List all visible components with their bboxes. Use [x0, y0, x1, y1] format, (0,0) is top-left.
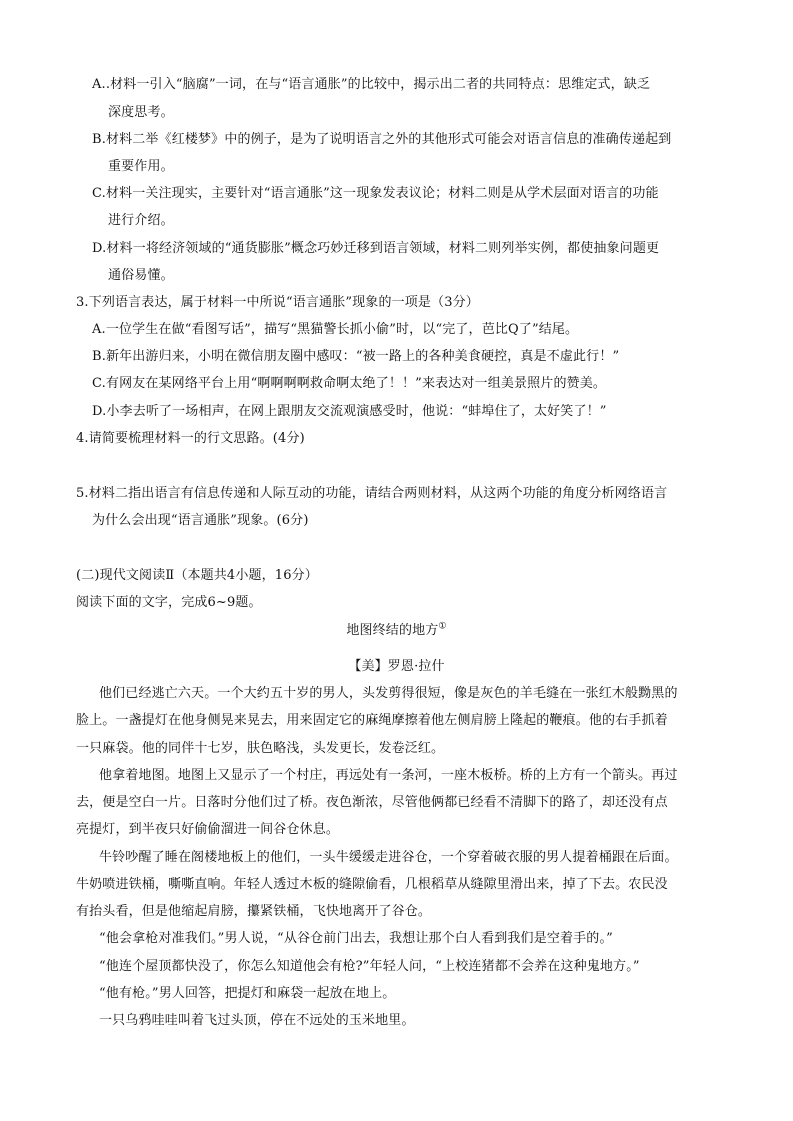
q2-option-a-line-2: 深度思考。 — [108, 105, 174, 120]
q5-line-2: 为什么会出现“语言通胀”现象。(6分) — [92, 513, 309, 528]
q3-stem: 3.下列语言表达，属于材料一中所说“语言通胀”现象的一项是（3分） — [76, 295, 479, 310]
q5-line-1: 5.材料二指出语言有信息传递和人际互动的功能，请结合两则材料，从这两个功能的角度分析网络语言 — [76, 486, 668, 501]
q2-option-d-line-1: D.材料一将经济领域的“通货膨胀”概念巧妙迁移到语言领域，材料二则列举实例，都使抽象问题更 — [92, 241, 660, 256]
p6-line-1: “他有枪。”男人回答，把提灯和麻袋一起放在地上。 — [99, 986, 396, 1001]
p3-line-2: 牛奶喷进铁桶，嘶嘶直响。年轻人透过木板的缝隙偷看，几根稻草从缝隙里滑出来，掉了下去。农民没 — [76, 877, 668, 892]
q3-option-c: C.有网友在某网络平台上用“啊啊啊啊救命啊太绝了！！”来表达对一组美景照片的赞美。 — [92, 376, 607, 391]
q2-option-c-line-1: C.材料一关注现实，主要针对“语言通胀”这一现象发表议论；材料二则是从学术层面对语言的功能 — [92, 186, 659, 201]
q2-option-c-line-2: 进行介绍。 — [108, 213, 174, 228]
q3-option-a: A.一位学生在做“看图写话”，描写“黑猫警长抓小偷”时，以“完了，芭比Q了”结尾。 — [92, 322, 579, 337]
q4-stem: 4.请简要梳理材料一的行文思路。(4分) — [76, 431, 305, 446]
footnote-marker: ① — [438, 621, 447, 632]
q3-option-d: D.小李去听了一场相声，在网上跟朋友交流观演感受时，他说：“蚌埠住了，太好笑了！” — [92, 404, 607, 419]
p7-line-1: 一只乌鸦哇哇叫着飞过头顶，停在不远处的玉米地里。 — [99, 1013, 415, 1028]
p2-line-3: 亮提灯，到半夜只好偷偷溜进一间谷仓休息。 — [76, 822, 340, 837]
p1-line-1: 他们已经逃亡六天。一个大约五十岁的男人，头发剪得很短，像是灰色的羊毛缝在一张红木般黝黑的 — [99, 686, 678, 701]
q3-option-b: B.新年出游归来，小明在微信朋友圈中感叹：“被一路上的各种美食硬控，真是不虚此行！” — [92, 349, 620, 364]
section-heading: (二)现代文阅读Ⅱ（本题共4小题，16分） — [76, 568, 318, 583]
story-title-text: 地图终结的地方 — [346, 623, 439, 638]
section-instruction: 阅读下面的文字，完成6~9题。 — [76, 595, 262, 610]
p5-line-1: “他连个屋顶都快没了，你怎么知道他会有枪?”年轻人问，“上校连猪都不会养在这种鬼地方。” — [99, 959, 640, 974]
story-author: 【美】罗恩·拉什 — [348, 659, 445, 674]
p3-line-1: 牛铃吵醒了睡在阁楼地板上的他们，一头牛缓缓走进谷仓，一个穿着破衣服的男人提着桶跟在后面。 — [99, 850, 678, 865]
q2-option-d-line-2: 通俗易懂。 — [108, 268, 174, 283]
p2-line-2: 去，便是空白一片。日落时分他们过了桥。夜色渐浓，尽管他俩都已经看不清脚下的路了，却还没有点 — [76, 795, 668, 810]
p4-line-1: “他会拿枪对准我们。”男人说，“从谷仓前门出去，我想让那个白人看到我们是空着手的。” — [99, 931, 613, 946]
p3-line-3: 有抬头看，但是他缩起肩膀，攥紧铁桶，飞快地离开了谷仓。 — [76, 904, 432, 919]
q2-option-b-line-2: 重要作用。 — [108, 159, 174, 174]
p1-line-2: 脸上。一盏提灯在他身侧晃来晃去，用来固定它的麻绳摩擦着他左侧肩膀上隆起的鞭痕。他的右手抓着 — [76, 713, 668, 728]
q2-option-b-line-1: B.材料二举《红楼梦》中的例子，是为了说明语言之外的其他形式可能会对语言信息的准确传递起到 — [92, 132, 672, 147]
story-title — [0, 622, 793, 640]
q2-option-a-line-1: A..材料一引入“脑腐”一词，在与“语言通胀”的比较中，揭示出二者的共同特点：思维定式，缺乏 — [92, 77, 651, 92]
p1-line-3: 一只麻袋。他的同伴十七岁，肤色略浅，头发更长，发卷泛红。 — [76, 741, 445, 756]
p2-line-1: 他拿着地图。地图上又显示了一个村庄，再远处有一条河，一座木板桥。桥的上方有一个箭头。再过 — [99, 768, 678, 783]
